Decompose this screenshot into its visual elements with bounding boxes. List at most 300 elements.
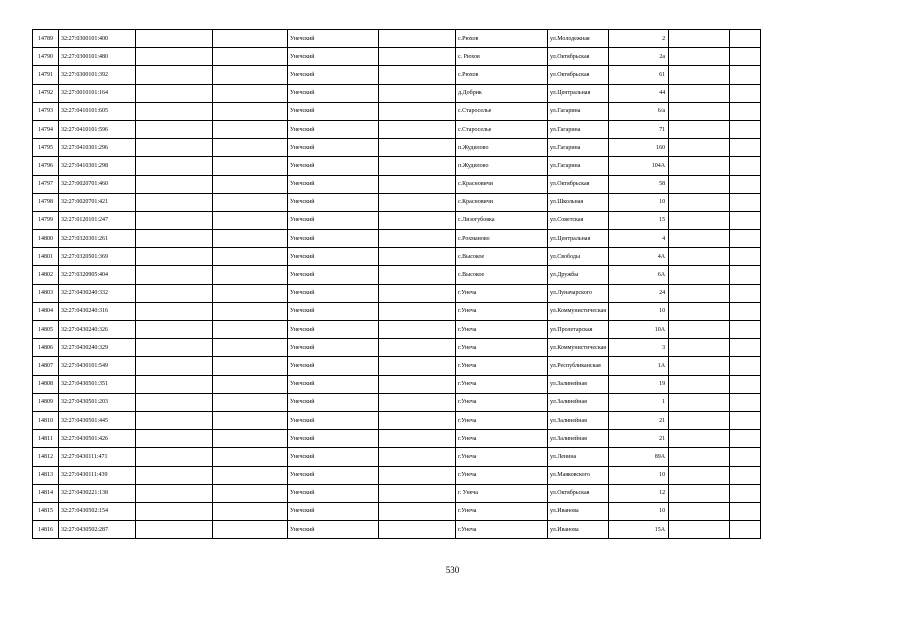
empty-cell	[136, 193, 213, 211]
empty-cell	[730, 430, 761, 448]
settlement-cell: г.Унеча	[456, 502, 548, 520]
street-cell: ул.Октябрьская	[548, 484, 609, 502]
cadastral-number-cell: 32:27:0430501:426	[59, 430, 136, 448]
cadastral-number-cell: 32:27:0410101:596	[59, 120, 136, 138]
settlement-cell: с.Рохманово	[456, 230, 548, 248]
record-number-cell: 14816	[33, 521, 59, 539]
house-number-cell: 6/а	[609, 102, 669, 120]
street-cell: ул.Пролетарская	[548, 321, 609, 339]
empty-cell	[136, 139, 213, 157]
district-cell: Унечский	[288, 484, 379, 502]
empty-cell	[730, 448, 761, 466]
cadastral-number-cell: 32:27:0430502:154	[59, 502, 136, 520]
empty-cell	[669, 266, 730, 284]
house-number-cell: 89А	[609, 448, 669, 466]
empty-cell	[669, 339, 730, 357]
empty-cell	[379, 30, 456, 48]
cadastral-number-cell: 32:27:0300101:392	[59, 66, 136, 84]
record-number-cell: 14800	[33, 230, 59, 248]
empty-cell	[213, 375, 288, 393]
empty-cell	[730, 157, 761, 175]
cadastral-number-cell: 32:27:0120101:247	[59, 211, 136, 229]
empty-cell	[136, 357, 213, 375]
settlement-cell: г.Унеча	[456, 521, 548, 539]
table-row	[33, 321, 761, 339]
empty-cell	[669, 357, 730, 375]
empty-cell	[669, 466, 730, 484]
district-cell: Унечский	[288, 157, 379, 175]
house-number-cell: 160	[609, 139, 669, 157]
house-number-cell: 24	[609, 284, 669, 302]
empty-cell	[669, 102, 730, 120]
district-cell: Унечский	[288, 411, 379, 429]
empty-cell	[213, 466, 288, 484]
empty-cell	[730, 84, 761, 102]
record-number-cell: 14796	[33, 157, 59, 175]
empty-cell	[136, 393, 213, 411]
house-number-cell: 1	[609, 393, 669, 411]
empty-cell	[136, 466, 213, 484]
empty-cell	[379, 193, 456, 211]
empty-cell	[136, 502, 213, 520]
record-number-cell: 14795	[33, 139, 59, 157]
empty-cell	[136, 248, 213, 266]
empty-cell	[213, 139, 288, 157]
empty-cell	[213, 521, 288, 539]
table-row	[33, 139, 761, 157]
empty-cell	[136, 175, 213, 193]
table-row	[33, 466, 761, 484]
empty-cell	[136, 375, 213, 393]
cadastral-number-cell: 32:27:0430240:316	[59, 302, 136, 320]
table-row	[33, 502, 761, 520]
settlement-cell: п.Жудилово	[456, 157, 548, 175]
empty-cell	[213, 193, 288, 211]
empty-cell	[136, 321, 213, 339]
empty-cell	[213, 102, 288, 120]
street-cell: ул.Иванова	[548, 521, 609, 539]
empty-cell	[669, 321, 730, 339]
empty-cell	[213, 357, 288, 375]
empty-cell	[379, 157, 456, 175]
table-row	[33, 120, 761, 138]
district-cell: Унечский	[288, 502, 379, 520]
empty-cell	[730, 66, 761, 84]
record-number-cell: 14802	[33, 266, 59, 284]
house-number-cell: 10	[609, 466, 669, 484]
district-cell: Унечский	[288, 357, 379, 375]
settlement-cell: г.Унеча	[456, 284, 548, 302]
table-row	[33, 66, 761, 84]
district-cell: Унечский	[288, 120, 379, 138]
empty-cell	[136, 284, 213, 302]
cadastral-number-cell: 32:27:0430111:439	[59, 466, 136, 484]
record-number-cell: 14794	[33, 120, 59, 138]
empty-cell	[136, 30, 213, 48]
house-number-cell: 15	[609, 211, 669, 229]
table-row	[33, 266, 761, 284]
cadastral-number-cell: 32:27:0430501:203	[59, 393, 136, 411]
cadastral-number-cell: 32:27:0010101:164	[59, 84, 136, 102]
record-number-cell: 14814	[33, 484, 59, 502]
empty-cell	[379, 339, 456, 357]
settlement-cell: с.Высокое	[456, 248, 548, 266]
empty-cell	[730, 375, 761, 393]
street-cell: ул.Центральная	[548, 230, 609, 248]
record-number-cell: 14803	[33, 284, 59, 302]
empty-cell	[730, 339, 761, 357]
house-number-cell: 3	[609, 339, 669, 357]
empty-cell	[730, 102, 761, 120]
empty-cell	[669, 211, 730, 229]
record-number-cell: 14790	[33, 48, 59, 66]
empty-cell	[669, 248, 730, 266]
house-number-cell: 10	[609, 302, 669, 320]
empty-cell	[379, 448, 456, 466]
empty-cell	[379, 175, 456, 193]
house-number-cell: 21	[609, 430, 669, 448]
empty-cell	[379, 48, 456, 66]
empty-cell	[730, 248, 761, 266]
cadastral-number-cell: 32:27:0430501:351	[59, 375, 136, 393]
empty-cell	[730, 30, 761, 48]
empty-cell	[379, 466, 456, 484]
empty-cell	[136, 102, 213, 120]
table-row	[33, 430, 761, 448]
house-number-cell: 71	[609, 120, 669, 138]
empty-cell	[213, 393, 288, 411]
cadastral-number-cell: 32:27:0300101:400	[59, 30, 136, 48]
empty-cell	[379, 302, 456, 320]
district-cell: Унечский	[288, 84, 379, 102]
district-cell: Унечский	[288, 139, 379, 157]
street-cell: ул.Республиканская	[548, 357, 609, 375]
street-cell: ул.Луначарского	[548, 284, 609, 302]
street-cell: ул.Гагарина	[548, 120, 609, 138]
empty-cell	[213, 66, 288, 84]
settlement-cell: г.Унеча	[456, 339, 548, 357]
empty-cell	[669, 302, 730, 320]
empty-cell	[379, 430, 456, 448]
settlement-cell: с.Староселье	[456, 102, 548, 120]
empty-cell	[379, 411, 456, 429]
house-number-cell: 15А	[609, 521, 669, 539]
settlement-cell: г.Унеча	[456, 321, 548, 339]
table-row	[33, 484, 761, 502]
cadastral-number-cell: 32:27:0430240:329	[59, 339, 136, 357]
empty-cell	[730, 484, 761, 502]
empty-cell	[730, 139, 761, 157]
empty-cell	[213, 157, 288, 175]
empty-cell	[213, 230, 288, 248]
house-number-cell: 2а	[609, 48, 669, 66]
record-number-cell: 14797	[33, 175, 59, 193]
empty-cell	[379, 484, 456, 502]
empty-cell	[730, 302, 761, 320]
table-row	[33, 230, 761, 248]
settlement-cell: с.Высокое	[456, 266, 548, 284]
table-row	[33, 193, 761, 211]
district-cell: Унечский	[288, 339, 379, 357]
empty-cell	[730, 411, 761, 429]
street-cell: ул.Залинейная	[548, 393, 609, 411]
empty-cell	[669, 411, 730, 429]
settlement-cell: с.Лизогубовка	[456, 211, 548, 229]
empty-cell	[213, 211, 288, 229]
empty-cell	[669, 393, 730, 411]
table-row	[33, 302, 761, 320]
empty-cell	[669, 375, 730, 393]
empty-cell	[213, 120, 288, 138]
empty-cell	[669, 448, 730, 466]
house-number-cell: 19	[609, 375, 669, 393]
empty-cell	[730, 321, 761, 339]
record-number-cell: 14809	[33, 393, 59, 411]
empty-cell	[136, 84, 213, 102]
district-cell: Унечский	[288, 102, 379, 120]
district-cell: Унечский	[288, 30, 379, 48]
empty-cell	[213, 302, 288, 320]
empty-cell	[136, 430, 213, 448]
empty-cell	[213, 411, 288, 429]
table-row	[33, 375, 761, 393]
district-cell: Унечский	[288, 321, 379, 339]
empty-cell	[213, 339, 288, 357]
settlement-cell: с.Рюхов	[456, 30, 548, 48]
street-cell: ул.Гагарина	[548, 102, 609, 120]
settlement-cell: г.Унеча	[456, 393, 548, 411]
empty-cell	[730, 393, 761, 411]
empty-cell	[213, 321, 288, 339]
record-number-cell: 14799	[33, 211, 59, 229]
settlement-cell: с.Красновичи	[456, 193, 548, 211]
district-cell: Унечский	[288, 211, 379, 229]
street-cell: ул.Советская	[548, 211, 609, 229]
house-number-cell: 4А	[609, 248, 669, 266]
record-number-cell: 14808	[33, 375, 59, 393]
empty-cell	[213, 448, 288, 466]
house-number-cell: 4	[609, 230, 669, 248]
empty-cell	[213, 48, 288, 66]
house-number-cell: 12	[609, 484, 669, 502]
house-number-cell: 6А	[609, 266, 669, 284]
cadastral-number-cell: 32:27:0430501:445	[59, 411, 136, 429]
empty-cell	[669, 284, 730, 302]
street-cell: ул.Гагарина	[548, 157, 609, 175]
empty-cell	[379, 139, 456, 157]
empty-cell	[213, 175, 288, 193]
table-row	[33, 157, 761, 175]
empty-cell	[730, 521, 761, 539]
street-cell: ул.Дружбы	[548, 266, 609, 284]
table-row	[33, 448, 761, 466]
district-cell: Унечский	[288, 448, 379, 466]
empty-cell	[213, 84, 288, 102]
empty-cell	[136, 484, 213, 502]
record-number-cell: 14801	[33, 248, 59, 266]
table-row	[33, 84, 761, 102]
district-cell: Унечский	[288, 284, 379, 302]
district-cell: Унечский	[288, 248, 379, 266]
record-number-cell: 14813	[33, 466, 59, 484]
empty-cell	[213, 430, 288, 448]
record-number-cell: 14789	[33, 30, 59, 48]
empty-cell	[669, 502, 730, 520]
cadastral-number-cell: 32:27:0410301:296	[59, 139, 136, 157]
empty-cell	[379, 102, 456, 120]
settlement-cell: г. Унеча	[456, 484, 548, 502]
district-cell: Унечский	[288, 66, 379, 84]
empty-cell	[379, 248, 456, 266]
empty-cell	[669, 230, 730, 248]
house-number-cell: 21	[609, 411, 669, 429]
empty-cell	[379, 393, 456, 411]
district-cell: Унечский	[288, 230, 379, 248]
empty-cell	[669, 521, 730, 539]
record-number-cell: 14792	[33, 84, 59, 102]
record-number-cell: 14812	[33, 448, 59, 466]
empty-cell	[730, 193, 761, 211]
empty-cell	[379, 211, 456, 229]
table-row	[33, 284, 761, 302]
table-row	[33, 411, 761, 429]
cadastral-number-cell: 32:27:0320301:261	[59, 230, 136, 248]
cadastral-number-cell: 32:27:0430221:138	[59, 484, 136, 502]
settlement-cell: г.Унеча	[456, 430, 548, 448]
street-cell: ул.Центральная	[548, 84, 609, 102]
empty-cell	[669, 157, 730, 175]
settlement-cell: п.Жудилово	[456, 139, 548, 157]
street-cell: ул.Октябрьская	[548, 175, 609, 193]
street-cell: ул.Школьная	[548, 193, 609, 211]
empty-cell	[730, 357, 761, 375]
street-cell: ул.Залинейная	[548, 430, 609, 448]
cadastral-number-cell: 32:27:0020701:421	[59, 193, 136, 211]
table-row	[33, 48, 761, 66]
empty-cell	[136, 266, 213, 284]
cadastral-number-cell: 32:27:0410101:605	[59, 102, 136, 120]
district-cell: Унечский	[288, 375, 379, 393]
district-cell: Унечский	[288, 430, 379, 448]
empty-cell	[669, 66, 730, 84]
empty-cell	[730, 175, 761, 193]
district-cell: Унечский	[288, 466, 379, 484]
empty-cell	[379, 266, 456, 284]
empty-cell	[669, 193, 730, 211]
street-cell: ул.Молодежная	[548, 30, 609, 48]
house-number-cell: 104А	[609, 157, 669, 175]
settlement-cell: г.Унеча	[456, 448, 548, 466]
settlement-cell: с.Рюхов	[456, 66, 548, 84]
empty-cell	[669, 139, 730, 157]
empty-cell	[136, 411, 213, 429]
empty-cell	[669, 120, 730, 138]
empty-cell	[379, 66, 456, 84]
empty-cell	[379, 84, 456, 102]
empty-cell	[379, 230, 456, 248]
empty-cell	[730, 230, 761, 248]
empty-cell	[213, 266, 288, 284]
empty-cell	[669, 84, 730, 102]
cadastral-number-cell: 32:27:0300101:480	[59, 48, 136, 66]
settlement-cell: г.Унеча	[456, 375, 548, 393]
street-cell: ул.Гагарина	[548, 139, 609, 157]
settlement-cell: г.Унеча	[456, 302, 548, 320]
empty-cell	[379, 321, 456, 339]
house-number-cell: 1А	[609, 357, 669, 375]
settlement-cell: с.Староселье	[456, 120, 548, 138]
empty-cell	[136, 448, 213, 466]
empty-cell	[136, 230, 213, 248]
cadastral-number-cell: 32:27:0430111:471	[59, 448, 136, 466]
house-number-cell: 44	[609, 84, 669, 102]
district-cell: Унечский	[288, 48, 379, 66]
empty-cell	[379, 284, 456, 302]
street-cell: ул.Маяковского	[548, 466, 609, 484]
empty-cell	[136, 120, 213, 138]
empty-cell	[730, 48, 761, 66]
empty-cell	[136, 521, 213, 539]
record-number-cell: 14793	[33, 102, 59, 120]
empty-cell	[379, 521, 456, 539]
empty-cell	[669, 48, 730, 66]
house-number-cell: 2	[609, 30, 669, 48]
district-cell: Унечский	[288, 521, 379, 539]
empty-cell	[213, 248, 288, 266]
empty-cell	[379, 375, 456, 393]
district-cell: Унечский	[288, 175, 379, 193]
cadastral-number-cell: 32:27:0320501:369	[59, 248, 136, 266]
street-cell: ул.Иванова	[548, 502, 609, 520]
settlement-cell: г.Унеча	[456, 466, 548, 484]
cadastral-number-cell: 32:27:0320905:404	[59, 266, 136, 284]
record-number-cell: 14804	[33, 302, 59, 320]
street-cell: ул.Свободы	[548, 248, 609, 266]
empty-cell	[213, 502, 288, 520]
district-cell: Унечский	[288, 266, 379, 284]
empty-cell	[213, 30, 288, 48]
cadastral-number-cell: 32:27:0410301:298	[59, 157, 136, 175]
table-row	[33, 102, 761, 120]
empty-cell	[136, 339, 213, 357]
settlement-cell: д.Добрик	[456, 84, 548, 102]
empty-cell	[669, 30, 730, 48]
table-row	[33, 357, 761, 375]
empty-cell	[136, 211, 213, 229]
street-cell: ул.Коммунистическая	[548, 339, 609, 357]
empty-cell	[669, 430, 730, 448]
record-number-cell: 14811	[33, 430, 59, 448]
street-cell: ул.Коммунистическая	[548, 302, 609, 320]
empty-cell	[669, 484, 730, 502]
house-number-cell: 10	[609, 502, 669, 520]
empty-cell	[379, 357, 456, 375]
street-cell: ул.Октябрьская	[548, 66, 609, 84]
settlement-cell: с. Рюхов	[456, 48, 548, 66]
district-cell: Унечский	[288, 393, 379, 411]
house-number-cell: 61	[609, 66, 669, 84]
empty-cell	[213, 484, 288, 502]
record-number-cell: 14810	[33, 411, 59, 429]
record-number-cell: 14807	[33, 357, 59, 375]
empty-cell	[669, 175, 730, 193]
cadastral-number-cell: 32:27:0430101:549	[59, 357, 136, 375]
empty-cell	[136, 48, 213, 66]
empty-cell	[730, 120, 761, 138]
record-number-cell: 14815	[33, 502, 59, 520]
house-number-cell: 10А	[609, 321, 669, 339]
record-number-cell: 14798	[33, 193, 59, 211]
